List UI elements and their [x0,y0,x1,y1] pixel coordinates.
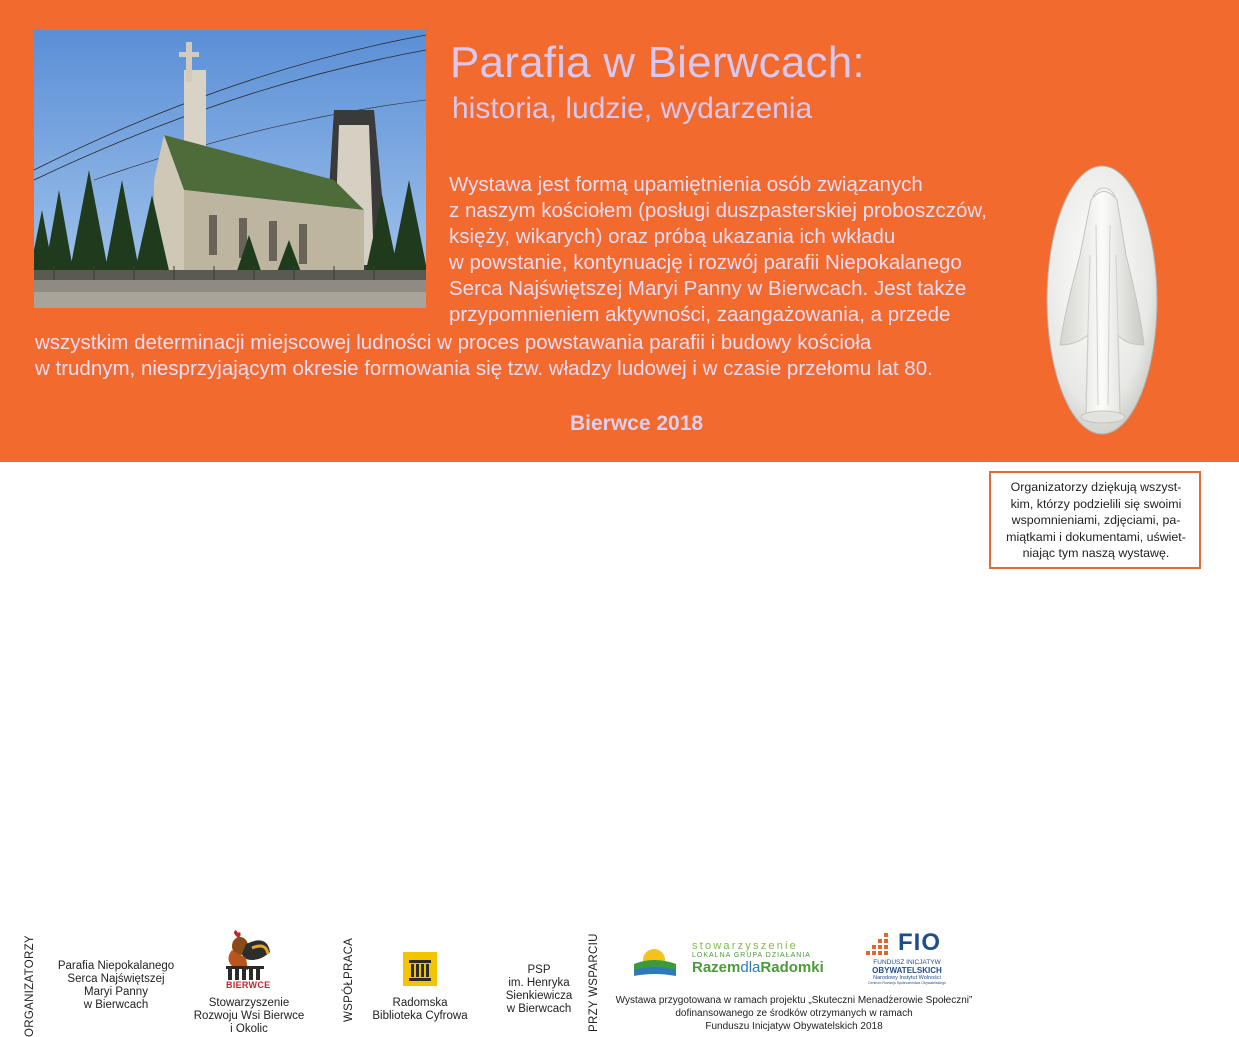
lgd-razem-dla-radomki-logo: stowarzyszenie LOKALNA GRUPA DZIAŁANIA RazemdlaRadomki [632,940,842,980]
library-logo [403,952,437,986]
description-line: w trudnym, niesprzyjającym okresie formowania się tzw. władzy ludowej i w czasie przełomu lat 80. [35,357,933,380]
association-logo: BIERWCE [222,930,274,992]
support-label: PRZY WSPARCIU [588,933,600,1032]
description-line: wszystkim determinacji miejscowej ludności w proces powstawania parafii i budowy kościoła [35,331,872,354]
organizers-label: ORGANIZATORZY [24,935,36,1037]
description-line: z naszym kościołem (posługi duszpasterskiej proboszczów, [449,199,987,222]
description-line: Serca Najświętszej Maryi Panny w Bierwcach. Jest także [449,277,967,300]
thanks-text: Organizatorzy dziękują wszyst- kim, którzy podzielili się swoimi wspomnieniami, zdjęciami, pa- miątkami i dokumentami, uświet- niając tym naszą wystawę. [1006,480,1186,560]
association-name: Stowarzyszenie Rozwoju Wsi Bierwce i Okolic [193,997,305,1035]
fio-logo: FIO FUNDUSZ INICJATYW OBYWATELSKICH Narodowy Instytut Wolności Centrum Rozwoju Społeczeństwa Obywatelskiego [867,929,946,985]
exhibition-subtitle: historia, ludzie, wydarzenia [452,92,813,125]
footer-partners [0,462,1239,1037]
exhibition-title: Parafia w Bierwcach: [450,38,865,87]
exhibition-year: Bierwce 2018 [570,412,704,435]
description-line: księży, wikarych) oraz próbą ukazania ich wkładu [449,225,896,248]
thanks-box [989,471,1201,569]
description-line: w powstanie, kontynuację i rozwój parafii Niepokalanego [449,251,962,274]
library-name: Radomska Biblioteka Cyfrowa [372,997,468,1022]
school-name: PSP im. Henryka Sienkiewicza w Bierwcach [505,964,573,1015]
madonna-statue-image [1046,165,1158,435]
parish-name: Parafia Niepokalanego Serca Najświętszej Maryi Panny w Bierwcach [57,960,175,1011]
project-funding-note: Wystawa przygotowana w ramach projektu „Skuteczni Menadżerowie Społeczni” dofinansowanego ze środków otrzymanych w ramach Funduszu Inicjatyw Obywatelskich 2018 [615,995,973,1032]
description-line: przypomnieniem aktywności, zaangażowania, a przede [449,303,951,326]
description-line: Wystawa jest formą upamiętnienia osób związanych [449,173,923,196]
cooperation-label: WSPÓŁPRACA [343,937,355,1022]
church-photo [34,30,426,308]
exhibition-banner [0,0,1239,462]
